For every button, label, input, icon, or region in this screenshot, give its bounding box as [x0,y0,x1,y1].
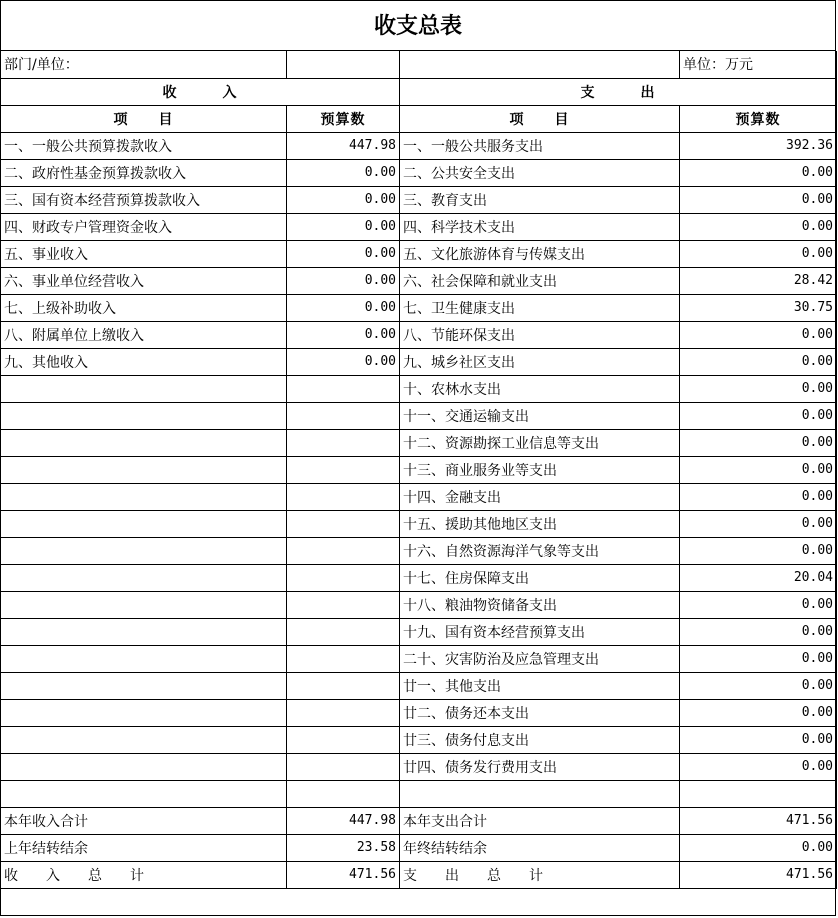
income-value-cell[interactable]: 0.00 [287,159,400,186]
income-item-cell[interactable]: 七、上级补助收入 [1,294,287,321]
expense-value-cell[interactable]: 0.00 [680,348,837,375]
table-row [1,699,837,726]
table-row [1,861,837,888]
expense-item-cell[interactable]: 十五、援助其他地区支出 [400,510,680,537]
table-row [1,132,837,159]
expense-value-cell[interactable]: 0.00 [680,159,837,186]
income-value-cell[interactable]: 0.00 [287,240,400,267]
expense-item-cell[interactable]: 五、文化旅游体育与传媒支出 [400,240,680,267]
expense-item-cell[interactable]: 廿四、债务发行费用支出 [400,753,680,780]
table-row [1,321,837,348]
expense-item-cell[interactable]: 年终结转结余 [400,834,680,861]
income-item-cell[interactable] [1,510,287,537]
table-row [1,186,837,213]
expense-item-cell[interactable]: 十二、资源勘探工业信息等支出 [400,429,680,456]
expense-value-cell[interactable]: 0.00 [680,672,837,699]
expense-item-cell[interactable]: 十七、住房保障支出 [400,564,680,591]
income-value-cell[interactable] [287,375,400,402]
income-item-cell[interactable] [1,726,287,753]
expense-item-cell[interactable]: 廿二、债务还本支出 [400,699,680,726]
expense-value-cell[interactable]: 0.00 [680,321,837,348]
table-row [1,726,837,753]
table-row [1,456,837,483]
expense-item-cell[interactable]: 本年支出合计 [400,807,680,834]
sheet-title: 收支总表 [1,1,835,51]
income-value-cell[interactable]: 447.98 [287,132,400,159]
expense-budget-header: 预算数 [680,105,837,132]
dept-value-cell[interactable] [287,51,400,78]
income-item-cell[interactable] [1,537,287,564]
section-header-row [1,78,837,105]
income-value-cell[interactable]: 23.58 [287,834,400,861]
income-value-cell[interactable] [287,753,400,780]
table-row [1,429,837,456]
income-item-cell[interactable]: 三、国有资本经营预算拨款收入 [1,186,287,213]
income-item-cell[interactable]: 上年结转结余 [1,834,287,861]
income-value-cell[interactable]: 0.00 [287,294,400,321]
table-row [1,618,837,645]
income-value-cell[interactable] [287,726,400,753]
expense-value-cell[interactable]: 30.75 [680,294,837,321]
expense-value-cell[interactable]: 0.00 [680,645,837,672]
income-item-cell[interactable]: 二、政府性基金预算拨款收入 [1,159,287,186]
table-row [1,780,837,807]
income-value-cell[interactable]: 0.00 [287,186,400,213]
expense-item-header: 项 目 [400,105,680,132]
income-value-cell[interactable]: 0.00 [287,267,400,294]
income-item-cell[interactable] [1,780,287,807]
expense-item-cell[interactable]: 八、节能环保支出 [400,321,680,348]
income-item-cell[interactable]: 八、附属单位上缴收入 [1,321,287,348]
income-item-cell[interactable] [1,483,287,510]
expense-item-cell[interactable] [400,780,680,807]
table-row [1,240,837,267]
table-row [1,753,837,780]
income-item-cell[interactable] [1,402,287,429]
expense-value-cell[interactable]: 471.56 [680,861,837,888]
expense-item-cell[interactable]: 十六、自然资源海洋气象等支出 [400,537,680,564]
income-item-cell[interactable] [1,429,287,456]
expense-value-cell[interactable]: 0.00 [680,456,837,483]
expense-item-cell[interactable]: 十四、金融支出 [400,483,680,510]
table-row [1,834,837,861]
income-value-cell[interactable] [287,537,400,564]
expense-value-cell[interactable]: 0.00 [680,186,837,213]
income-value-cell[interactable] [287,780,400,807]
table-row [1,672,837,699]
expense-value-cell[interactable]: 0.00 [680,375,837,402]
expense-item-cell[interactable]: 二十、灾害防治及应急管理支出 [400,645,680,672]
expense-item-cell[interactable]: 十一、交通运输支出 [400,402,680,429]
income-budget-header: 预算数 [287,105,400,132]
income-value-cell[interactable] [287,672,400,699]
income-item-cell[interactable]: 本年收入合计 [1,807,287,834]
expense-item-cell[interactable]: 七、卫生健康支出 [400,294,680,321]
income-item-cell[interactable] [1,753,287,780]
expense-item-cell[interactable]: 十三、商业服务业等支出 [400,456,680,483]
income-value-cell[interactable]: 447.98 [287,807,400,834]
column-header-row [1,105,837,132]
income-value-cell[interactable] [287,618,400,645]
summary-table [0,51,837,889]
expense-value-cell[interactable]: 28.42 [680,267,837,294]
expense-value-cell[interactable]: 392.36 [680,132,837,159]
income-value-cell[interactable] [287,510,400,537]
income-value-cell[interactable] [287,699,400,726]
expense-item-cell[interactable]: 十八、粮油物资储备支出 [400,591,680,618]
expense-item-cell[interactable]: 十、农林水支出 [400,375,680,402]
table-row [1,807,837,834]
table-row [1,213,837,240]
expense-value-cell[interactable]: 0.00 [680,699,837,726]
income-item-cell[interactable]: 五、事业收入 [1,240,287,267]
table-row [1,159,837,186]
income-item-cell[interactable] [1,672,287,699]
income-value-cell[interactable]: 0.00 [287,321,400,348]
income-value-cell[interactable]: 0.00 [287,348,400,375]
expense-value-cell[interactable]: 0.00 [680,429,837,456]
income-item-header: 项 目 [1,105,287,132]
expense-value-cell[interactable]: 0.00 [680,483,837,510]
expense-value-cell[interactable]: 0.00 [680,726,837,753]
table-row [1,591,837,618]
income-value-cell[interactable] [287,645,400,672]
expense-item-cell[interactable]: 二、公共安全支出 [400,159,680,186]
expense-item-cell[interactable]: 四、科学技术支出 [400,213,680,240]
income-item-cell[interactable]: 六、事业单位经营收入 [1,267,287,294]
table-row [1,267,837,294]
income-value-cell[interactable] [287,402,400,429]
income-value-cell[interactable]: 471.56 [287,861,400,888]
expense-item-cell[interactable]: 一、一般公共服务支出 [400,132,680,159]
meta-blank-cell[interactable] [400,51,680,78]
unit-label: 单位：万元 [680,51,837,78]
income-item-cell[interactable] [1,591,287,618]
income-item-cell[interactable] [1,618,287,645]
meta-row [1,51,837,78]
expense-item-cell[interactable]: 六、社会保障和就业支出 [400,267,680,294]
expense-value-cell[interactable]: 0.00 [680,510,837,537]
income-value-cell[interactable] [287,429,400,456]
table-row [1,564,837,591]
table-row [1,294,837,321]
income-value-cell[interactable] [287,483,400,510]
expense-value-cell[interactable]: 0.00 [680,834,837,861]
income-value-cell[interactable]: 0.00 [287,213,400,240]
expense-value-cell[interactable]: 471.56 [680,807,837,834]
income-item-cell[interactable] [1,456,287,483]
expense-item-cell[interactable]: 廿三、债务付息支出 [400,726,680,753]
income-item-cell[interactable]: 九、其他收入 [1,348,287,375]
income-item-cell[interactable]: 四、财政专户管理资金收入 [1,213,287,240]
expense-value-cell[interactable]: 0.00 [680,537,837,564]
income-item-cell[interactable] [1,645,287,672]
expense-value-cell[interactable]: 0.00 [680,618,837,645]
table-row [1,645,837,672]
expense-item-cell[interactable]: 十九、国有资本经营预算支出 [400,618,680,645]
income-value-cell[interactable] [287,456,400,483]
expense-item-cell[interactable]: 支 出 总 计 [400,861,680,888]
income-item-cell[interactable] [1,375,287,402]
expense-value-cell[interactable]: 0.00 [680,753,837,780]
table-row [1,537,837,564]
dept-label: 部门/单位： [1,51,287,78]
expense-value-cell[interactable] [680,780,837,807]
income-item-cell[interactable] [1,564,287,591]
table-row [1,402,837,429]
income-item-cell[interactable]: 收 入 总 计 [1,861,287,888]
expense-value-cell[interactable]: 0.00 [680,213,837,240]
expense-item-cell[interactable]: 三、教育支出 [400,186,680,213]
expense-value-cell[interactable]: 0.00 [680,402,837,429]
income-item-cell[interactable]: 一、一般公共预算拨款收入 [1,132,287,159]
table-row [1,348,837,375]
table-row [1,483,837,510]
income-value-cell[interactable] [287,591,400,618]
table-row [1,375,837,402]
expense-section-header: 支 出 [400,78,837,105]
expense-item-cell[interactable]: 廿一、其他支出 [400,672,680,699]
expense-value-cell[interactable]: 0.00 [680,591,837,618]
expense-value-cell[interactable]: 20.04 [680,564,837,591]
table-row [1,510,837,537]
expense-item-cell[interactable]: 九、城乡社区支出 [400,348,680,375]
income-value-cell[interactable] [287,564,400,591]
expense-value-cell[interactable]: 0.00 [680,240,837,267]
income-section-header: 收 入 [1,78,400,105]
income-item-cell[interactable] [1,699,287,726]
